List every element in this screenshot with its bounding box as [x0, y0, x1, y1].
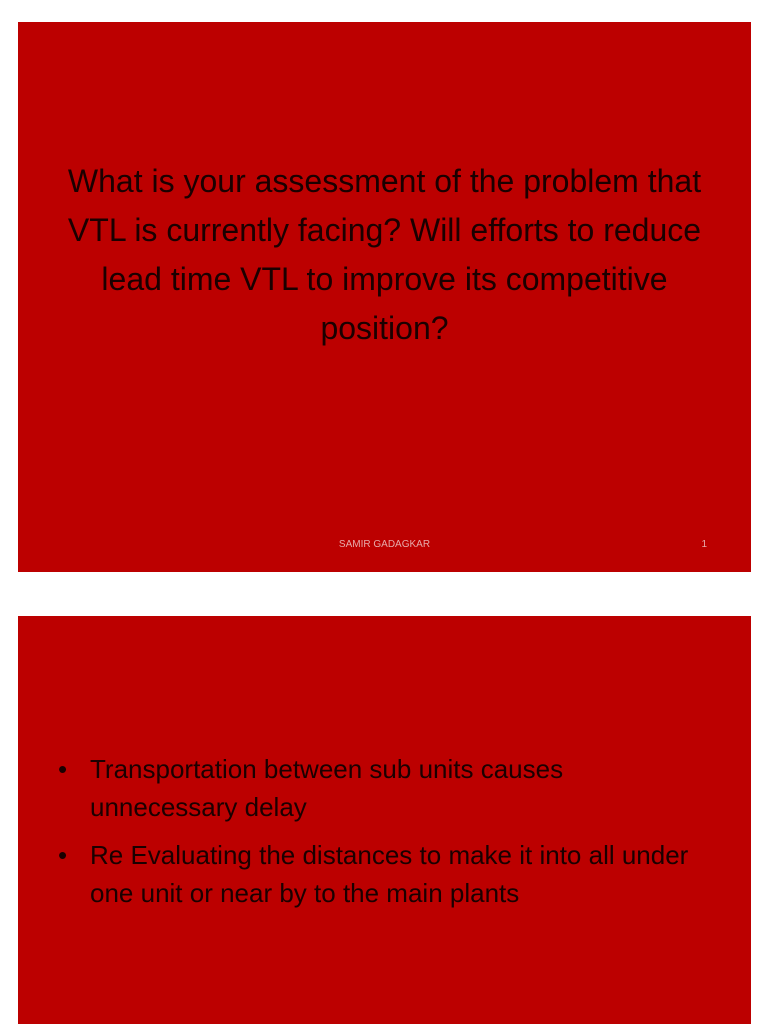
list-item	[58, 750, 711, 826]
slide-1	[18, 22, 751, 572]
slide-page-number: 1	[701, 539, 707, 550]
bullet-list	[58, 750, 711, 922]
slide-2	[18, 616, 751, 1024]
list-item	[58, 836, 711, 912]
bullet-dot-icon: •	[58, 754, 68, 784]
footer-author: SAMIR GADAGKAR	[338, 539, 431, 550]
bullet-dot-icon: •	[58, 840, 68, 870]
bullet-text: Re Evaluating the distances to make it into all under one unit or near by to the main plants	[90, 840, 689, 908]
slide-title: What is your assessment of the problem that VTL is currently facing? Will efforts to reduce lead time VTL to improve its competitive position?	[67, 163, 702, 346]
bullet-text: Transportation between sub units causes unnecessary delay	[90, 754, 564, 822]
